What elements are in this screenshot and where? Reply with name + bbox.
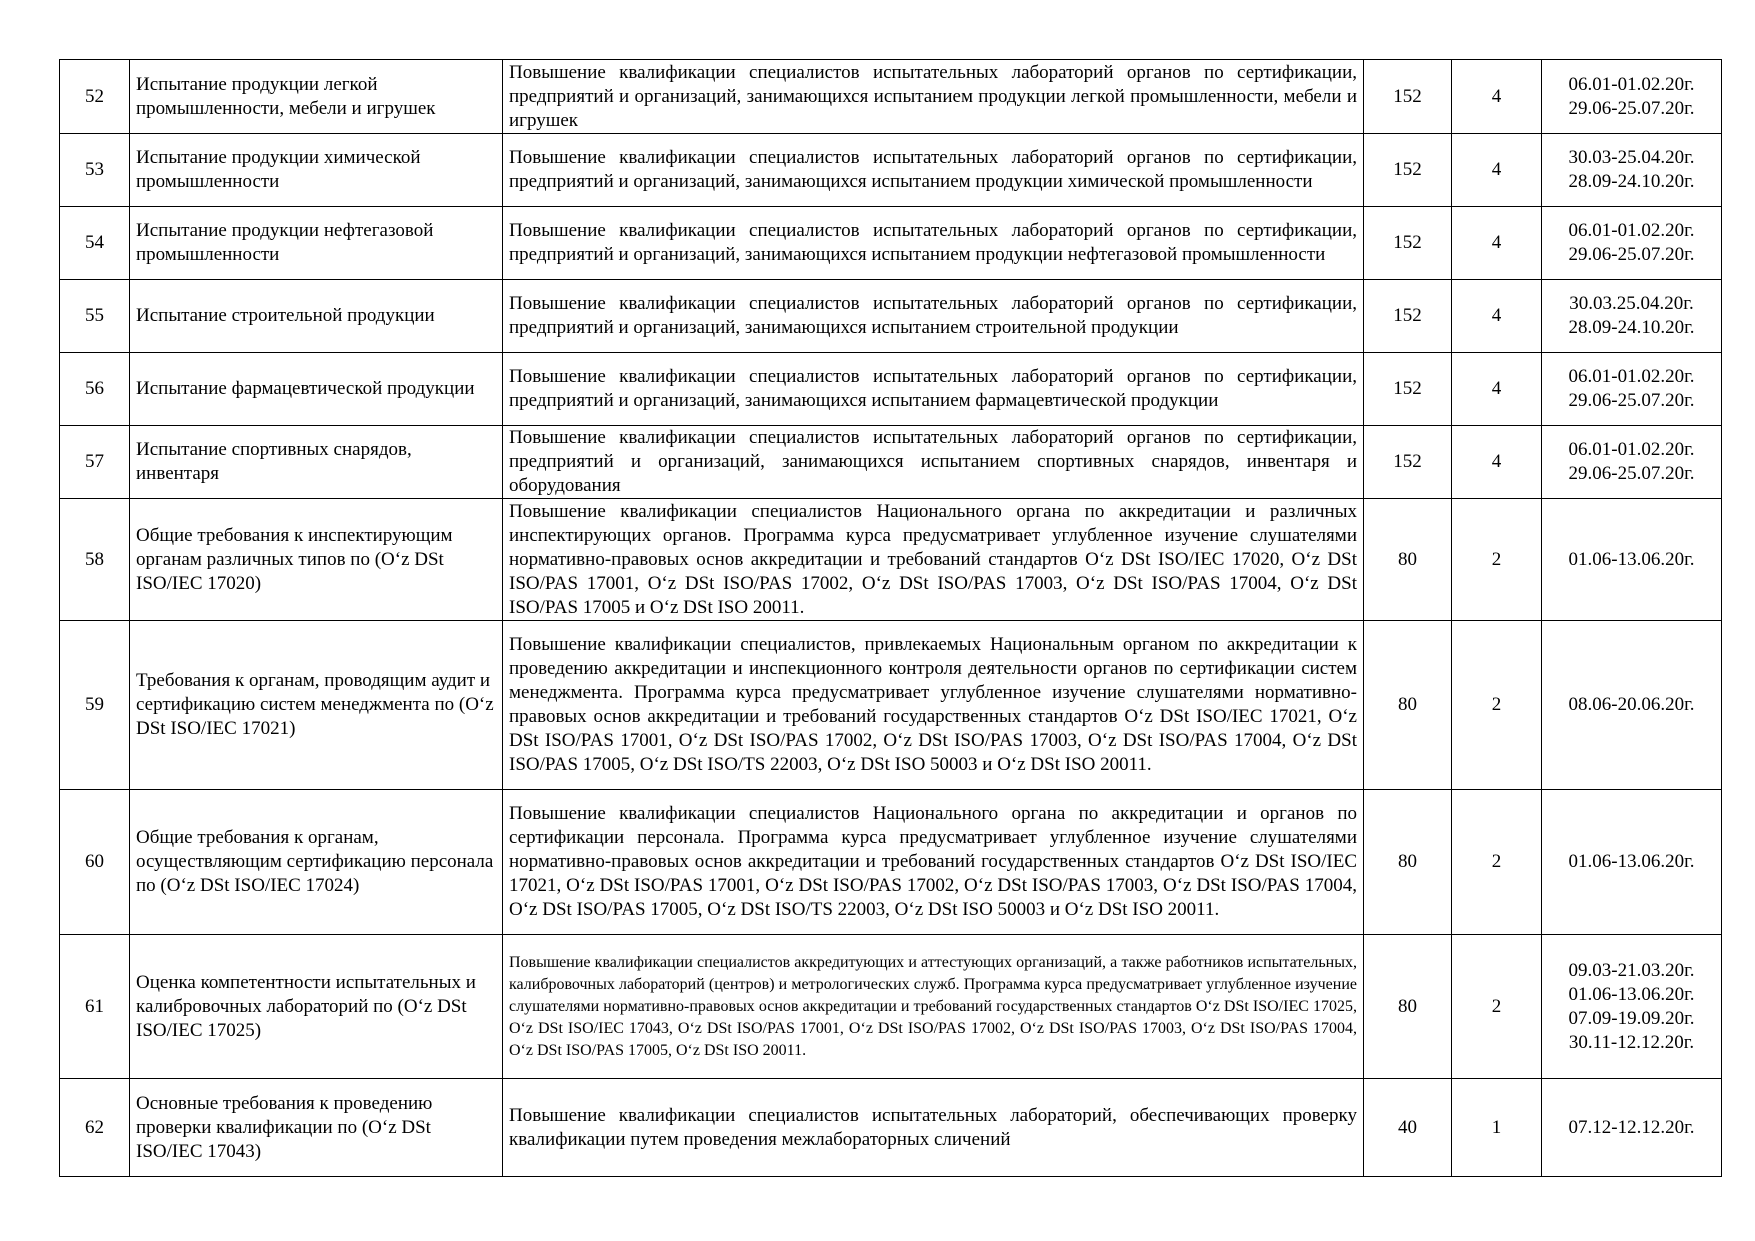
- course-date-range: 06.01-01.02.20г.: [1568, 366, 1695, 387]
- course-number-cell: 55: [60, 280, 130, 353]
- course-weeks-cell: 4: [1452, 207, 1542, 280]
- course-weeks-cell: 4: [1452, 60, 1542, 134]
- course-hours-cell: 152: [1364, 280, 1452, 353]
- course-name-cell: Испытание продукции легкой промышленности, мебели и игрушек: [130, 60, 503, 134]
- course-weeks-cell: 1: [1452, 1079, 1542, 1177]
- course-number-cell: 61: [60, 935, 130, 1079]
- course-description-cell: Повышение квалификации специалистов аккредитующих и аттестующих организаций, а также работников испытательных, калибровочных лабораторий (центров) и метрологических служб. Программа курса предусматривает углубленное изучение слушателями нормативно-правовых основ аккредитации и требований государственных стандартов O‘z DSt ISO/IEC 17025, O‘z DSt ISO/IEC 17043, O‘z DSt ISO/PAS 17001, O‘z DSt ISO/PAS 17002, O‘z DSt ISO/PAS 17003, O‘z DSt ISO/PAS 17004, O‘z DSt ISO/PAS 17005, O‘z DSt ISO 20011.: [503, 935, 1364, 1079]
- course-weeks-cell: 2: [1452, 621, 1542, 790]
- course-hours-cell: 152: [1364, 353, 1452, 426]
- course-date-range: 29.06-25.07.20г.: [1568, 97, 1695, 119]
- course-date-range: 29.06-25.07.20г.: [1568, 244, 1695, 265]
- course-description-cell: Повышение квалификации специалистов испытательных лабораторий органов по сертификации, предприятий и организаций, занимающихся испытанием фармацевтической продукции: [503, 353, 1364, 426]
- course-date-range: 08.06-20.06.20г.: [1568, 694, 1695, 715]
- course-name-cell: Общие требования к инспектирующим органам различных типов по (O‘z DSt ISO/IEC 17020): [130, 499, 503, 621]
- table-body: [60, 60, 1722, 1177]
- course-hours-cell: 80: [1364, 621, 1452, 790]
- course-hours-cell: 80: [1364, 790, 1452, 935]
- table-row: [60, 60, 1722, 134]
- course-description-cell: Повышение квалификации специалистов испытательных лабораторий органов по сертификации, предприятий и организаций, занимающихся испытанием продукции нефтегазовой промышленности: [503, 207, 1364, 280]
- course-name-cell: Испытание фармацевтической продукции: [130, 353, 503, 426]
- course-dates-cell: [1542, 134, 1722, 207]
- course-name-cell: Оценка компетентности испытательных и калибровочных лабораторий по (O‘z DSt ISO/IEC 17025): [130, 935, 503, 1079]
- course-number-cell: 60: [60, 790, 130, 935]
- table-row: [60, 935, 1722, 1079]
- course-description-cell: Повышение квалификации специалистов Национального органа по аккредитации и различных инспектирующих органов. Программа курса предусматривает углубленное изучение слушателями нормативно-правовых основ аккредитации и требований стандартов O‘z DSt ISO/IEC 17020, O‘z DSt ISO/PAS 17001, O‘z DSt ISO/PAS 17002, O‘z DSt ISO/PAS 17003, O‘z DSt ISO/PAS 17004, O‘z DSt ISO/PAS 17005 и O‘z DSt ISO 20011.: [503, 499, 1364, 621]
- course-weeks-cell: 2: [1452, 499, 1542, 621]
- course-hours-cell: 80: [1364, 935, 1452, 1079]
- course-name-cell: Испытание спортивных снарядов, инвентаря: [130, 426, 503, 499]
- table-row: [60, 621, 1722, 790]
- course-number-cell: 54: [60, 207, 130, 280]
- course-date-range: 01.06-13.06.20г.: [1568, 851, 1695, 872]
- course-name-cell: Испытание продукции нефтегазовой промышленности: [130, 207, 503, 280]
- course-description-cell: Повышение квалификации специалистов испытательных лабораторий органов по сертификации, предприятий и организаций, занимающихся испытанием продукции легкой промышленности, мебели и игрушек: [503, 60, 1364, 134]
- course-description-cell: Повышение квалификации специалистов испытательных лабораторий органов по сертификации, предприятий и организаций, занимающихся испытанием строительной продукции: [503, 280, 1364, 353]
- course-date-range: 28.09-24.10.20г.: [1568, 317, 1695, 338]
- course-dates-cell: [1542, 280, 1722, 353]
- course-dates-cell: [1542, 1079, 1722, 1177]
- course-dates-cell: [1542, 499, 1722, 621]
- course-description-cell: Повышение квалификации специалистов испытательных лабораторий, обеспечивающих проверку квалификации путем проведения межлабораторных сличений: [503, 1079, 1364, 1177]
- table-row: [60, 134, 1722, 207]
- course-dates-cell: [1542, 790, 1722, 935]
- course-weeks-cell: 4: [1452, 134, 1542, 207]
- course-number-cell: 62: [60, 1079, 130, 1177]
- course-name-cell: Испытание продукции химической промышленности: [130, 134, 503, 207]
- course-date-range: 28.09-24.10.20г.: [1568, 171, 1695, 192]
- course-description-cell: Повышение квалификации специалистов Национального органа по аккредитации и органов по сертификации персонала. Программа курса предусматривает углубленное изучение слушателями нормативно-правовых основ аккредитации и требований государственных стандартов O‘z DSt ISO/IEC 17021, O‘z DSt ISO/PAS 17001, O‘z DSt ISO/PAS 17002, O‘z DSt ISO/PAS 17003, O‘z DSt ISO/PAS 17004, O‘z DSt ISO/PAS 17005, O‘z DSt ISO/TS 22003, O‘z DSt ISO 50003 и O‘z DSt ISO 20011.: [503, 790, 1364, 935]
- course-name-cell: Требования к органам, проводящим аудит и сертификацию систем менеджмента по (O‘z DSt ISO/IEC 17021): [130, 621, 503, 790]
- course-number-cell: 56: [60, 353, 130, 426]
- course-number-cell: 53: [60, 134, 130, 207]
- course-dates-cell: [1542, 207, 1722, 280]
- course-name-cell: Основные требования к проведению проверки квалификации по (O‘z DSt ISO/IEC 17043): [130, 1079, 503, 1177]
- table-row: [60, 280, 1722, 353]
- course-date-range: 06.01-01.02.20г.: [1568, 439, 1695, 460]
- course-dates-cell: [1542, 353, 1722, 426]
- course-dates-cell: [1542, 621, 1722, 790]
- course-description-cell: Повышение квалификации специалистов испытательных лабораторий органов по сертификации, предприятий и организаций, занимающихся испытанием продукции химической промышленности: [503, 134, 1364, 207]
- course-date-range: 29.06-25.07.20г.: [1568, 463, 1695, 484]
- course-date-range: 07.09-19.09.20г.: [1568, 1007, 1695, 1029]
- table-row: [60, 353, 1722, 426]
- course-description-cell: Повышение квалификации специалистов испытательных лабораторий органов по сертификации, предприятий и организаций, занимающихся испытанием спортивных снарядов, инвентаря и оборудования: [503, 426, 1364, 499]
- table-row: [60, 790, 1722, 935]
- course-hours-cell: 152: [1364, 60, 1452, 134]
- course-date-range: 30.03-25.04.20г.: [1568, 147, 1695, 168]
- course-date-range: 06.01-01.02.20г.: [1568, 73, 1695, 95]
- course-weeks-cell: 2: [1452, 790, 1542, 935]
- table-row: [60, 426, 1722, 499]
- table-row: [60, 499, 1722, 621]
- course-hours-cell: 80: [1364, 499, 1452, 621]
- table-row: [60, 207, 1722, 280]
- course-hours-cell: 152: [1364, 134, 1452, 207]
- course-description-cell: Повышение квалификации специалистов, привлекаемых Национальным органом по аккредитации к проведению аккредитации и инспекционного контроля деятельности органов по сертификации систем менеджмента. Программа курса предусматривает углубленное изучение слушателями нормативно-правовых основ аккредитации и требований государственных стандартов O‘z DSt ISO/IEC 17021, O‘z DSt ISO/PAS 17001, O‘z DSt ISO/PAS 17002, O‘z DSt ISO/PAS 17003, O‘z DSt ISO/PAS 17004, O‘z DSt ISO/PAS 17005, O‘z DSt ISO/TS 22003, O‘z DSt ISO 50003 и O‘z DSt ISO 20011.: [503, 621, 1364, 790]
- course-weeks-cell: 4: [1452, 280, 1542, 353]
- course-number-cell: 52: [60, 60, 130, 134]
- course-weeks-cell: 4: [1452, 353, 1542, 426]
- course-hours-cell: 152: [1364, 207, 1452, 280]
- course-date-range: 30.03.25.04.20г.: [1569, 293, 1694, 314]
- course-hours-cell: 152: [1364, 426, 1452, 499]
- course-number-cell: 59: [60, 621, 130, 790]
- course-dates-cell: [1542, 935, 1722, 1079]
- course-date-range: 09.03-21.03.20г.: [1568, 959, 1695, 981]
- course-date-range: 01.06-13.06.20г.: [1568, 983, 1695, 1005]
- course-dates-cell: [1542, 426, 1722, 499]
- course-name-cell: Испытание строительной продукции: [130, 280, 503, 353]
- course-number-cell: 58: [60, 499, 130, 621]
- course-date-range: 07.12-12.12.20г.: [1568, 1116, 1695, 1138]
- course-weeks-cell: 4: [1452, 426, 1542, 499]
- course-date-range: 06.01-01.02.20г.: [1568, 220, 1695, 241]
- course-schedule-table: [59, 59, 1722, 1177]
- course-date-range: 01.06-13.06.20г.: [1568, 548, 1695, 570]
- course-number-cell: 57: [60, 426, 130, 499]
- course-date-range: 30.11-12.12.20г.: [1568, 1031, 1695, 1053]
- course-name-cell: Общие требования к органам, осуществляющим сертификацию персонала по (O‘z DSt ISO/IEC 17024): [130, 790, 503, 935]
- course-date-range: 29.06-25.07.20г.: [1568, 390, 1695, 411]
- course-hours-cell: 40: [1364, 1079, 1452, 1177]
- table-row: [60, 1079, 1722, 1177]
- course-weeks-cell: 2: [1452, 935, 1542, 1079]
- course-dates-cell: [1542, 60, 1722, 134]
